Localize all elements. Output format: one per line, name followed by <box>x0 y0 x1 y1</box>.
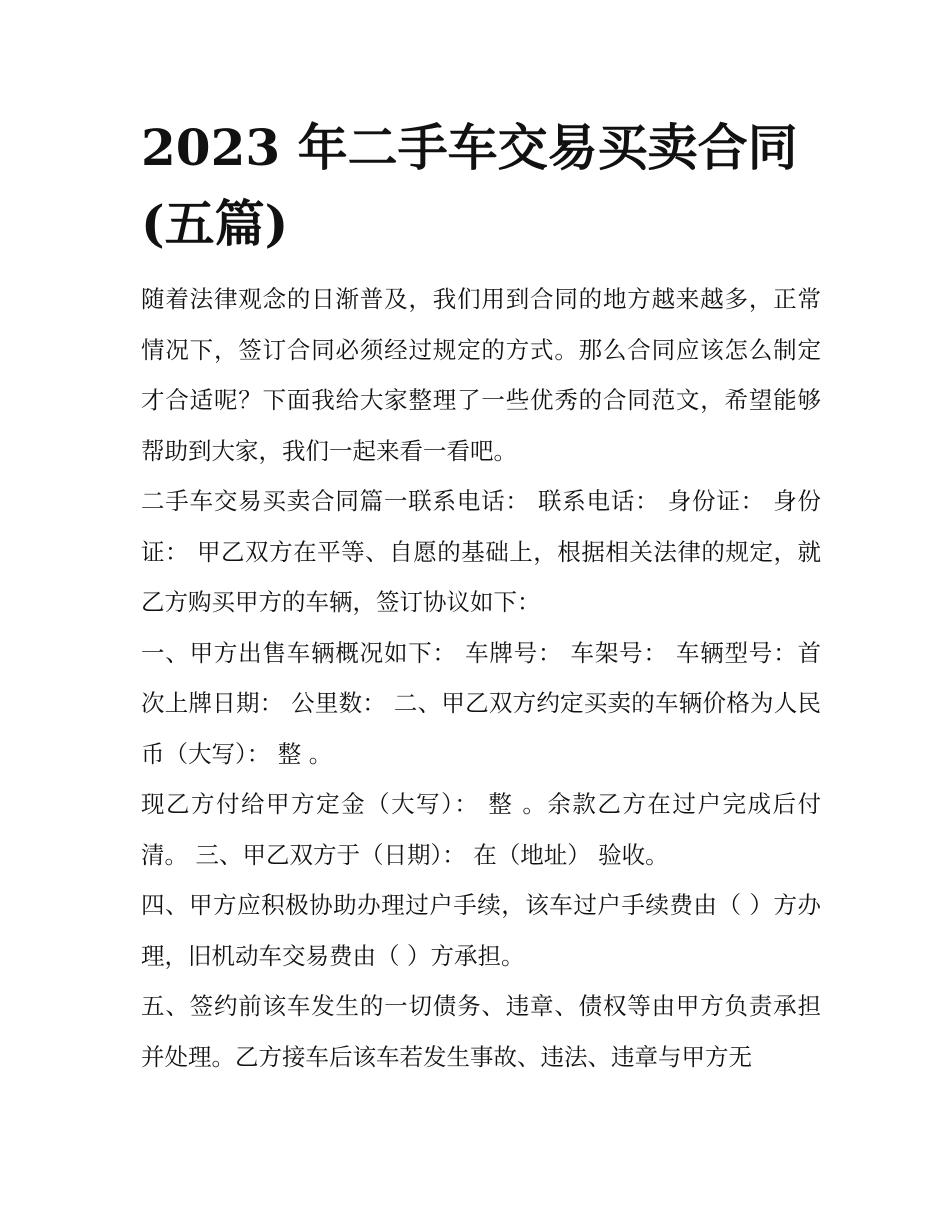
document-title-line-1: 2023 年二手车交易买卖合同 <box>141 118 798 177</box>
paragraph-contract-parties: 二手车交易买卖合同篇一联系电话： 联系电话： 身份证： 身份证： 甲乙双方在平等、自愿的基础上，根据相关法律的规定，就乙方购买甲方的车辆，签订协议如下： <box>141 487 821 616</box>
paragraph-intro: 随着法律观念的日渐普及，我们用到合同的地方越来越多，正常情况下，签订合同必须经过规定的方式。那么合同应该怎么制定才合适呢？下面我给大家整理了一些优秀的合同范文，希望能够帮助到大家，我们一起来看一看吧。 <box>141 285 821 465</box>
document-body <box>141 110 821 1082</box>
paragraph-clause-4: 四、甲方应积极协助办理过户手续，该车过户手续费由（ ）方办理，旧机动车交易费由（ ）方承担。 <box>141 891 821 970</box>
paragraph-clause-1-2: 一、甲方出售车辆概况如下： 车牌号： 车架号： 车辆型号：首次上牌日期： 公里数： 二、甲乙双方约定买卖的车辆价格为人民币（大写）： 整 。 <box>141 638 821 768</box>
document-title <box>141 110 821 262</box>
document-title-line-2: (五篇) <box>141 194 289 253</box>
paragraph-clause-5: 五、签约前该车发生的一切债务、违章、债权等由甲方负责承担并处理。乙方接车后该车若发生事故、违法、违章与甲方无 <box>141 992 821 1071</box>
paragraph-payment-clause-3: 现乙方付给甲方定金（大写）： 整 。余款乙方在过户完成后付清。 三、甲乙双方于（日期）： 在（地址） 验收。 <box>141 790 821 869</box>
